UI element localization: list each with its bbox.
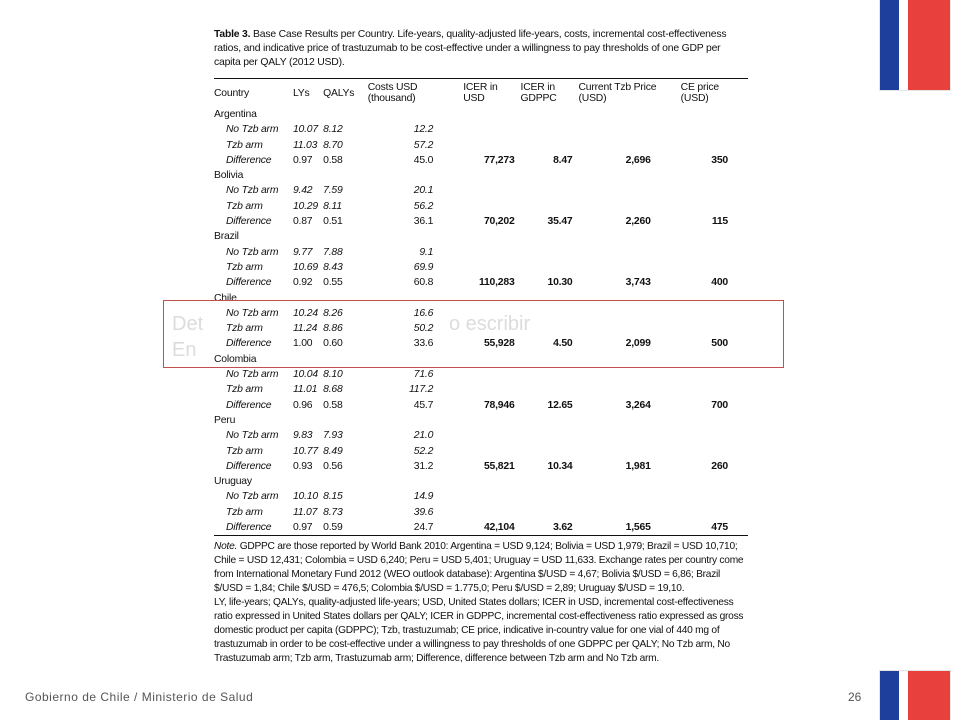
table-row <box>214 428 748 443</box>
table-cell: 0.51 <box>323 216 343 228</box>
table-cell <box>521 260 579 275</box>
note-paragraph-2: LY, life-years; QALYs, quality-adjusted life-years; USD, United States dollars; ICER in USD, incremental cost-effectiveness ratio expressed in United States dollars per QALY; ICER in GDPPC, incremental cost-effectiveness ratio expressed as gross domestic product per capita (GDPPC); Tzb, trastuzumab; CE price, indicative in-country value for one vial of 440 mg of trastuzumab in order to be cost-effective under a willingness to pay thresholds of one GDPPC per QALY; No Tzb arm, No Trastuzumab arm; Tzb arm, Trastuzumab arm; Difference, difference between Tzb arm and No Tzb arm. <box>214 596 744 664</box>
flag-white-stripe <box>899 0 908 90</box>
table-cell <box>579 122 681 137</box>
header-country: Country <box>214 87 249 99</box>
table-cell <box>681 444 748 459</box>
table-cell: 7.59 <box>323 185 343 197</box>
table-cell: 8.68 <box>323 384 343 396</box>
table-cell: Tzb arm <box>226 384 263 396</box>
table-cell: No Tzb arm <box>226 369 279 381</box>
table-cell: 52.2 <box>413 445 434 457</box>
table-cell <box>521 122 579 137</box>
table-cell: 14.9 <box>413 491 434 503</box>
table-cell: 10.29 <box>292 200 318 212</box>
table-cell <box>681 382 748 397</box>
table-cell: 4.50 <box>553 338 573 350</box>
header-costs: Costs USD (thousand) <box>367 82 418 104</box>
table-cell: Tzb arm <box>226 139 263 151</box>
table-cell: 0.92 <box>292 277 313 289</box>
table-cell <box>463 260 520 275</box>
table-cell: 110,283 <box>478 277 515 289</box>
chile-flag-top <box>880 0 950 90</box>
table-cell: 10.69 <box>292 261 318 273</box>
table-cell: No Tzb arm <box>226 185 279 197</box>
table-cell <box>521 428 579 443</box>
country-name: Peru <box>214 414 236 426</box>
flag-blue-stripe <box>880 0 899 90</box>
table-cell <box>681 489 748 504</box>
table-cell: 8.47 <box>553 154 573 166</box>
note-text-1: GDPPC are those reported by World Bank 2010: Argentina = USD 9,124; Bolivia = USD 1,979; Brazil = USD 10,710; Chile = USD 12,431; Colombia = USD 6,240; Peru = USD 5,401; Uruguay = USD 11,633. Exchange rates per country come from International Monetary Fund 2012 (WEO outlook database): Argentina $/USD = 4,67; Bolivia $/USD = 6,86; Brazil $/USD = 1,84; Chile $/USD = 476,5; Colombia $/USD = 1.775,0; Peru $/USD = 2,89; Uruguay $/USD = 19,10. <box>214 541 744 595</box>
table-cell: 70,202 <box>483 216 515 228</box>
table-row <box>214 505 748 520</box>
table-cell: Tzb arm <box>226 445 263 457</box>
table-cell: 2,099 <box>625 338 651 350</box>
table-cell: 11.03 <box>292 139 318 151</box>
table-cell: 0.58 <box>323 154 343 166</box>
table-cell: No Tzb arm <box>226 491 279 503</box>
country-row <box>214 413 748 428</box>
table-note <box>214 540 748 665</box>
table-cell: 8.49 <box>323 445 343 457</box>
table-cell: 36.1 <box>413 216 434 228</box>
table-cell: 78,946 <box>483 399 515 411</box>
table-cell <box>579 444 681 459</box>
table-cell: 35.47 <box>547 216 573 228</box>
table-cell <box>521 367 579 382</box>
table-cell: 10.04 <box>292 369 318 381</box>
table-row <box>214 214 748 229</box>
table-cell: 21.0 <box>413 430 434 442</box>
table-row <box>214 367 748 382</box>
caption-label: Table 3. <box>214 29 251 40</box>
table-cell: 0.87 <box>292 216 313 228</box>
footer-organization: Gobierno de Chile / Ministerio de Salud <box>25 690 254 704</box>
table-cell: 0.96 <box>292 399 313 411</box>
country-name: Brazil <box>214 231 239 243</box>
table-cell: 8.70 <box>323 139 343 151</box>
table-cell: 20.1 <box>413 185 434 197</box>
table-cell: 55,928 <box>483 338 515 350</box>
table-cell: 16.6 <box>413 307 434 319</box>
table-cell <box>521 505 579 520</box>
table-row <box>214 122 748 137</box>
table-cell: Difference <box>226 216 272 228</box>
table-cell: Difference <box>226 522 272 534</box>
table-row <box>214 260 748 275</box>
country-name: Bolivia <box>214 170 244 182</box>
placeholder-text-b: o escribir <box>449 313 531 335</box>
table-cell: 8.10 <box>323 369 343 381</box>
table-cell: 31.2 <box>413 460 434 472</box>
table-cell <box>463 138 520 153</box>
table-cell <box>579 183 681 198</box>
table-cell: 117.2 <box>408 384 434 396</box>
table-cell: Difference <box>226 460 272 472</box>
table-cell: 12.65 <box>547 399 573 411</box>
table-cell: 71.6 <box>413 369 434 381</box>
country-name: Argentina <box>214 109 257 120</box>
table-cell: 9.83 <box>292 430 313 442</box>
table-cell: 45.7 <box>413 399 434 411</box>
table-cell <box>463 428 520 443</box>
table-caption <box>214 28 748 70</box>
table-cell: Tzb arm <box>226 261 263 273</box>
table-cell <box>521 138 579 153</box>
table-cell <box>463 122 520 137</box>
table-cell <box>681 183 748 198</box>
table-cell: 0.93 <box>292 460 313 472</box>
table-cell <box>681 260 748 275</box>
table-cell <box>463 183 520 198</box>
table-cell: 0.55 <box>323 277 343 289</box>
table-cell <box>579 367 681 382</box>
table-cell <box>579 505 681 520</box>
table-cell: No Tzb arm <box>226 124 279 136</box>
table-cell: No Tzb arm <box>226 430 279 442</box>
table-row <box>214 245 748 260</box>
table-cell <box>521 382 579 397</box>
table-cell: 33.6 <box>413 338 434 350</box>
table-cell <box>463 489 520 504</box>
table-cell: 77,273 <box>483 154 515 166</box>
table-row <box>214 459 748 474</box>
table-cell: 50.2 <box>413 323 434 335</box>
table-cell: 8.26 <box>323 307 343 319</box>
table-cell: 3,264 <box>625 399 651 411</box>
table-row <box>214 183 748 198</box>
table-cell <box>579 382 681 397</box>
table-cell: Tzb arm <box>226 323 263 335</box>
table-cell: 2,260 <box>625 216 651 228</box>
table-cell: 55,821 <box>483 460 515 472</box>
table-row <box>214 520 748 535</box>
table-cell: 8.86 <box>323 323 343 335</box>
table-cell: 0.97 <box>292 154 313 166</box>
table-cell: 2,696 <box>625 154 651 166</box>
table-cell <box>463 382 520 397</box>
table-cell: 24.7 <box>413 522 434 534</box>
table-cell <box>681 122 748 137</box>
table-row <box>214 199 748 214</box>
table-cell: 8.11 <box>323 200 342 212</box>
table-header-row <box>214 79 748 107</box>
table-cell: 0.97 <box>292 522 313 534</box>
table-row <box>214 138 748 153</box>
flag-blue-stripe <box>880 671 899 720</box>
table-cell <box>579 428 681 443</box>
header-icer-usd: ICER in USD <box>463 82 498 104</box>
table-cell <box>579 245 681 260</box>
table-row <box>214 153 748 168</box>
table-cell: 7.93 <box>323 430 343 442</box>
table-cell: 0.56 <box>323 460 343 472</box>
table-cell: 700 <box>711 399 728 411</box>
table-cell: 8.43 <box>323 261 343 273</box>
table-cell: 11.24 <box>292 323 318 335</box>
table-cell <box>463 199 520 214</box>
table-cell: 8.73 <box>323 506 343 518</box>
table-cell <box>521 183 579 198</box>
table-cell <box>463 444 520 459</box>
table-cell <box>579 138 681 153</box>
table-cell: 500 <box>711 338 728 350</box>
table-cell: 11.01 <box>292 384 318 396</box>
table-cell: No Tzb arm <box>226 246 279 258</box>
table-cell: 1.00 <box>292 338 313 350</box>
table-cell <box>463 367 520 382</box>
table-cell <box>681 199 748 214</box>
table-cell: 10.30 <box>547 277 573 289</box>
table-row <box>214 398 748 413</box>
table-row <box>214 275 748 290</box>
table-cell: No Tzb arm <box>226 307 279 319</box>
table-cell: Difference <box>226 277 272 289</box>
table-cell <box>463 505 520 520</box>
country-row <box>214 474 748 489</box>
table-row <box>214 489 748 504</box>
table-cell <box>681 138 748 153</box>
table-cell: 9.1 <box>419 246 434 258</box>
table-cell: Tzb arm <box>226 506 263 518</box>
table-cell: 260 <box>711 460 728 472</box>
note-label: Note. <box>214 541 238 553</box>
table-cell <box>521 245 579 260</box>
table-cell: 3,743 <box>625 277 651 289</box>
table-cell: 9.77 <box>292 246 313 258</box>
table-cell: 10.07 <box>292 124 318 136</box>
table-cell: 350 <box>711 154 728 166</box>
header-icer-gdppc: ICER in GDPPC <box>520 82 557 104</box>
header-qalys: QALYs <box>323 87 355 99</box>
table-cell: 10.34 <box>547 460 573 472</box>
table-cell: 1,565 <box>625 522 651 534</box>
note-paragraph-1 <box>214 540 748 596</box>
table-row <box>214 444 748 459</box>
table-cell: 10.77 <box>292 445 318 457</box>
flag-red-stripe <box>908 0 950 90</box>
table-cell: 115 <box>711 216 728 228</box>
table-cell: 0.59 <box>323 522 343 534</box>
table-cell: 7.88 <box>323 246 343 258</box>
table-cell: 0.58 <box>323 399 343 411</box>
table-cell <box>681 367 748 382</box>
table-cell: 39.6 <box>413 506 434 518</box>
table-cell <box>579 489 681 504</box>
table-cell <box>521 489 579 504</box>
table-cell: 475 <box>711 522 728 534</box>
table-cell <box>681 245 748 260</box>
text-placeholder-box[interactable] <box>163 300 784 368</box>
flag-white-stripe <box>899 671 908 720</box>
table-cell: 42,104 <box>483 522 515 534</box>
table-cell: 400 <box>711 277 728 289</box>
table-cell: 60.8 <box>413 277 434 289</box>
table-cell <box>579 260 681 275</box>
table-cell: 10.24 <box>292 307 318 319</box>
table-cell <box>521 199 579 214</box>
table-cell: Difference <box>226 154 272 166</box>
table-cell <box>681 428 748 443</box>
table-cell: 0.60 <box>323 338 343 350</box>
table-cell: Difference <box>226 399 272 411</box>
table-cell: 8.12 <box>323 124 343 136</box>
table-row <box>214 382 748 397</box>
placeholder-text-a: Det <box>172 313 204 335</box>
table-cell: 56.2 <box>413 200 434 212</box>
header-current-price: Current Tzb Price (USD) <box>578 82 657 104</box>
table-cell: 69.9 <box>413 261 434 273</box>
page-number: 26 <box>848 690 862 704</box>
country-row <box>214 168 748 183</box>
table-cell <box>463 245 520 260</box>
placeholder-text-c: En <box>172 339 197 361</box>
table-cell: 9.42 <box>292 185 313 197</box>
table-cell: 45.0 <box>413 154 434 166</box>
table-cell: 12.2 <box>413 124 434 136</box>
caption-text: Base Case Results per Country. Life-years, quality-adjusted life-years, costs, incremental cost-effectiveness ratios, and indicative price of trastuzumab to be cost-effective under a willingness to pay thresholds of one GDP per capita per QALY (2012 USD). <box>214 29 727 68</box>
chile-flag-bottom <box>880 671 950 720</box>
header-lys: LYs <box>292 87 310 99</box>
table-cell: 3.62 <box>553 522 573 534</box>
country-name: Colombia <box>214 353 257 365</box>
table-cell: 8.15 <box>323 491 343 503</box>
country-row <box>214 229 748 244</box>
table-cell: Difference <box>226 338 272 350</box>
country-row <box>214 107 748 122</box>
country-name: Uruguay <box>214 476 252 488</box>
table-cell: 10.10 <box>292 491 318 503</box>
table-cell <box>579 199 681 214</box>
table-cell: Tzb arm <box>226 200 263 212</box>
flag-red-stripe <box>908 671 950 720</box>
table-cell <box>521 444 579 459</box>
table-cell: 57.2 <box>413 139 434 151</box>
table-cell: 1,981 <box>625 460 651 472</box>
table-cell: 11.07 <box>292 506 318 518</box>
country-name: Chile <box>214 292 237 304</box>
table-cell <box>681 505 748 520</box>
header-ce-price: CE price (USD) <box>680 82 719 104</box>
